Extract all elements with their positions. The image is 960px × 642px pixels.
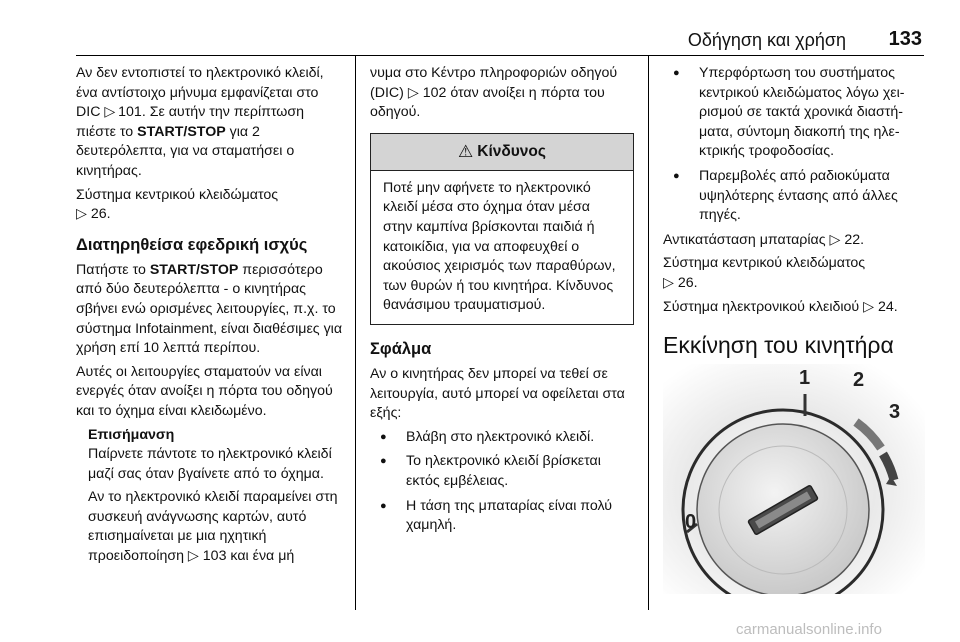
label-position-0: 0: [685, 511, 697, 533]
label-position-3: 3: [889, 401, 901, 423]
warning-box: [370, 133, 634, 325]
col1-paragraph-4: Αυτές οι λειτουργίες σταματούν να είναι ενεργές όταν ανοίξει η πόρτα του οδηγού και το όχημα είναι κλειδωμένο.: [76, 363, 333, 419]
column-3: [663, 64, 925, 369]
warning-header: [371, 134, 633, 171]
note-title: Επισήμανση: [88, 426, 175, 443]
column-2: [370, 64, 634, 541]
reference-central-locking: Σύστημα κεντρικού κλειδώματος ▷ 26.: [663, 255, 866, 291]
reference-icon: ▷: [187, 548, 199, 565]
list-item: ● Το ηλεκτρονικό κλειδί βρίσκεται εκτός εμβέλειας.: [370, 452, 634, 491]
section-heading-backup-power: Διατηρηθείσα εφεδρική ισχύς: [76, 235, 308, 254]
section-heading-engine-start: Εκκίνηση του κινητήρα: [663, 332, 894, 359]
list-item: ● Υπερφόρτωση του συστήματος κεντρικού κλειδώματος λόγω χειρισμού σε τακτά χρονικά διαστήματα, σύντομη διακοπή της ηλεκτρικής τροφοδοσίας.: [663, 64, 925, 162]
cause-list: [663, 64, 925, 226]
col1-paragraph-2: Σύστημα κεντρικού κλειδώματος ▷ 26.: [76, 186, 279, 223]
reference-icon: ▷: [863, 298, 875, 315]
note-paragraph-1: Παίρνετε πάντοτε το ηλεκτρονικό κλειδί μαζί σας όταν βγαίνετε από το όχημα.: [88, 446, 332, 482]
warning-text: Ποτέ μην αφήνετε το ηλεκτρονικό κλειδί μέσα στο όχημα όταν μέσα στην καμπίνα βρίσκονται παιδιά ή κατοικίδια, για να αποφευχθεί ο ακούσιος χειρισμός των παραθύρων, των θυρών ή του κινητήρα. Κίνδυνος θανάσιμου τραυματισμού.: [383, 179, 616, 314]
label-position-2: 2: [853, 369, 865, 391]
reference-icon: ▷: [407, 84, 419, 101]
header-rule: [76, 55, 924, 56]
reference-icon: ▷: [663, 274, 674, 291]
col1-paragraph-1: Αν δεν εντοπιστεί το ηλεκτρονικό κλειδί, ένα αντίστοιχο μήνυμα εμφανίζεται στο DIC ▷ 101. Σε αυτήν την περίπτωση πιέστε το START/STOP για 2 δευτερόλεπτα, για να σταματήσει ο κινητήρας.: [76, 65, 324, 179]
reference-icon: ▷: [76, 206, 87, 223]
label-position-1: 1: [799, 367, 811, 389]
col1-paragraph-3: Πατήστε το START/STOP περισσότερο από δύο δευτερόλεπτα - ο κινητήρας σβήνει ενώ ορισμένες λειτουργίες, π.χ. το σύστημα Infotainment, είναι διαθέσιμες για χρήση επί 10 λεπτά περίπου.: [76, 261, 343, 357]
list-item: ● Παρεμβολές από ραδιοκύματα υψηλότερης έντασης από άλλες πηγές.: [663, 167, 925, 226]
page-header: [76, 28, 924, 52]
note-block: [88, 426, 342, 567]
col2-paragraph-1: νυμα στο Κέντρο πληροφοριών οδηγού (DIC) ▷ 102 όταν ανοίξει η πόρτα του οδηγού.: [370, 65, 618, 121]
reference-icon: ▷: [829, 231, 841, 248]
column-divider-1: [355, 56, 356, 610]
ignition-switch-figure: [663, 364, 925, 594]
note-paragraph-2: Αν το ηλεκτρονικό κλειδί παραμείνει στη συσκευή ανάγνωσης καρτών, αυτό επισημαίνεται με μια ηχητική προειδοποίηση ▷ 103 και ένα μή: [88, 489, 338, 565]
page-number: 133: [888, 28, 922, 50]
warning-title: Κίνδυνος: [477, 142, 546, 160]
list-item: ● Η τάση της μπαταρίας είναι πολύ χαμηλή.: [370, 497, 634, 536]
list-item: ● Βλάβη στο ηλεκτρονικό κλειδί.: [370, 428, 634, 448]
fault-list: [370, 428, 634, 536]
column-1: [76, 64, 342, 571]
reference-icon: ▷: [104, 104, 116, 121]
warning-triangle-icon: ⚠: [458, 141, 474, 161]
column-divider-2: [648, 56, 649, 610]
section-heading-fault: Σφάλμα: [370, 339, 432, 358]
watermark: carmanualsonline.info: [736, 621, 882, 638]
reference-battery: Αντικατάσταση μπαταρίας ▷ 22.: [663, 231, 865, 248]
reference-electronic-key: Σύστημα ηλεκτρονικού κλειδιού ▷ 24.: [663, 298, 898, 315]
fault-paragraph: Αν ο κινητήρας δεν μπορεί να τεθεί σε λειτουργία, αυτό μπορεί να οφείλεται στα εξής:: [370, 365, 625, 422]
header-title: Οδήγηση και χρήση: [687, 30, 846, 50]
